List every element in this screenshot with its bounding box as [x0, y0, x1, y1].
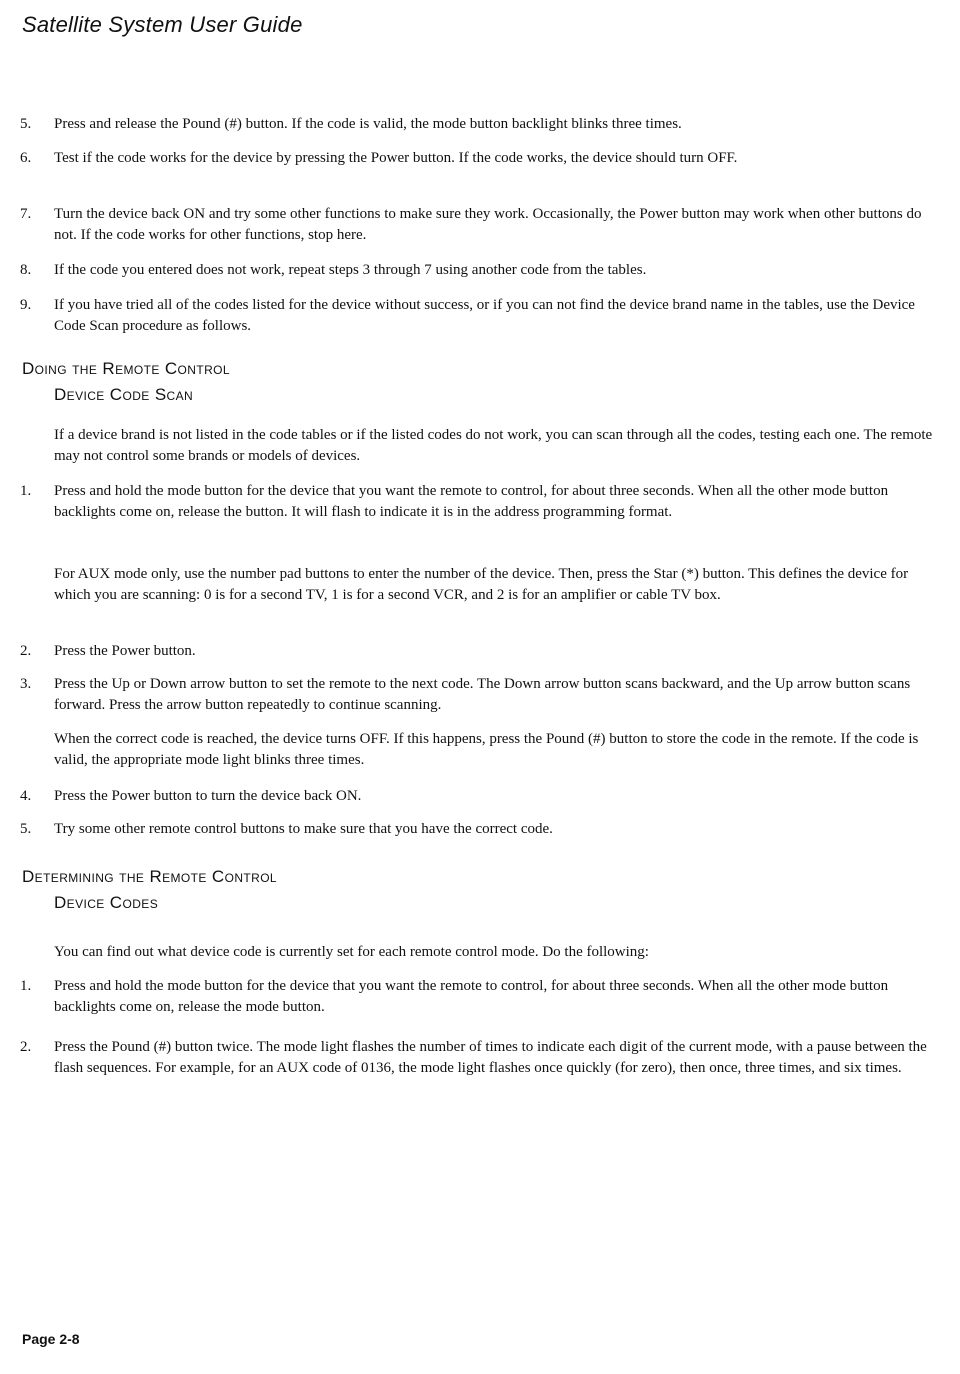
step-number: 5.	[20, 821, 32, 837]
step-number: 5.	[20, 116, 32, 132]
step-number: 9.	[20, 297, 32, 313]
page-number: Page 2-8	[22, 1331, 80, 1347]
step-text: Press and hold the mode button for the device that you want the remote to control, for about three seconds. When all the other mode button backlights come on, release the button. It will flash to indicate it is in the address programming format.	[54, 483, 889, 520]
step-number: 2.	[20, 643, 32, 659]
step-text: Press the Power button to turn the device back ON.	[54, 788, 362, 804]
section-intro: If a device brand is not listed in the code tables or if the listed codes do not work, you can scan through all the codes, testing each one. The remote may not control some brands or models of devices.	[54, 427, 933, 464]
section-subheading: Device Codes	[54, 893, 159, 912]
step-text: Try some other remote control buttons to make sure that you have the correct code.	[54, 821, 553, 837]
step-number: 7.	[20, 206, 32, 222]
step-text: If the code you entered does not work, repeat steps 3 through 7 using another code from the tables.	[54, 262, 647, 278]
scan-note: When the correct code is reached, the device turns OFF. If this happens, press the Pound (#) button to store the code in the remote. If the code is valid, the appropriate mode light blinks three times.	[54, 731, 919, 768]
step-text: Turn the device back ON and try some other functions to make sure they work. Occasionally, the Power button may work when other buttons do not. If the code works for other functions, stop here.	[54, 206, 922, 243]
step-text: If you have tried all of the codes listed for the device without success, or if you can not find the device brand name in the tables, use the Device Code Scan procedure as follows.	[54, 297, 915, 334]
step-number: 3.	[20, 676, 32, 692]
section-heading: Determining the Remote Control	[22, 867, 278, 886]
step-number: 6.	[20, 150, 32, 166]
step-text: Press the Pound (#) button twice. The mode light flashes the number of times to indicate each digit of the current mode, with a pause between the flash sequences. For example, for an AUX code of 0136, the mode light flashes once quickly (for zero), then once, three times, and six times.	[54, 1039, 927, 1076]
section-subheading: Device Code Scan	[54, 385, 194, 404]
step-text: Test if the code works for the device by pressing the Power button. If the code works, the device should turn OFF.	[54, 150, 738, 166]
step-text: Press and hold the mode button for the device that you want the remote to control, for about three seconds. When all the other mode button backlights come on, release the mode button.	[54, 978, 889, 1015]
step-text: Press the Up or Down arrow button to set the remote to the next code. The Down arrow button scans backward, and the Up arrow button scans forward. Press the arrow button repeatedly to continue scanning.	[54, 676, 911, 713]
step-text: Press the Power button.	[54, 643, 196, 659]
aux-note: For AUX mode only, use the number pad buttons to enter the number of the device. Then, press the Star (*) button. This defines the device for which you are scanning: 0 is for a second TV, 1 is for a second VCR, and 2 is for an amplifier or cable TV box.	[54, 566, 909, 603]
page-header-title: Satellite System User Guide	[22, 12, 303, 37]
step-number: 8.	[20, 262, 32, 278]
section-heading: Doing the Remote Control	[22, 359, 230, 378]
section-intro: You can find out what device code is currently set for each remote control mode. Do the following:	[54, 944, 649, 960]
step-text: Press and release the Pound (#) button. If the code is valid, the mode button backlight blinks three times.	[54, 116, 682, 132]
step-number: 2.	[20, 1039, 32, 1055]
step-number: 1.	[20, 483, 32, 499]
step-number: 4.	[20, 788, 32, 804]
step-number: 1.	[20, 978, 32, 994]
